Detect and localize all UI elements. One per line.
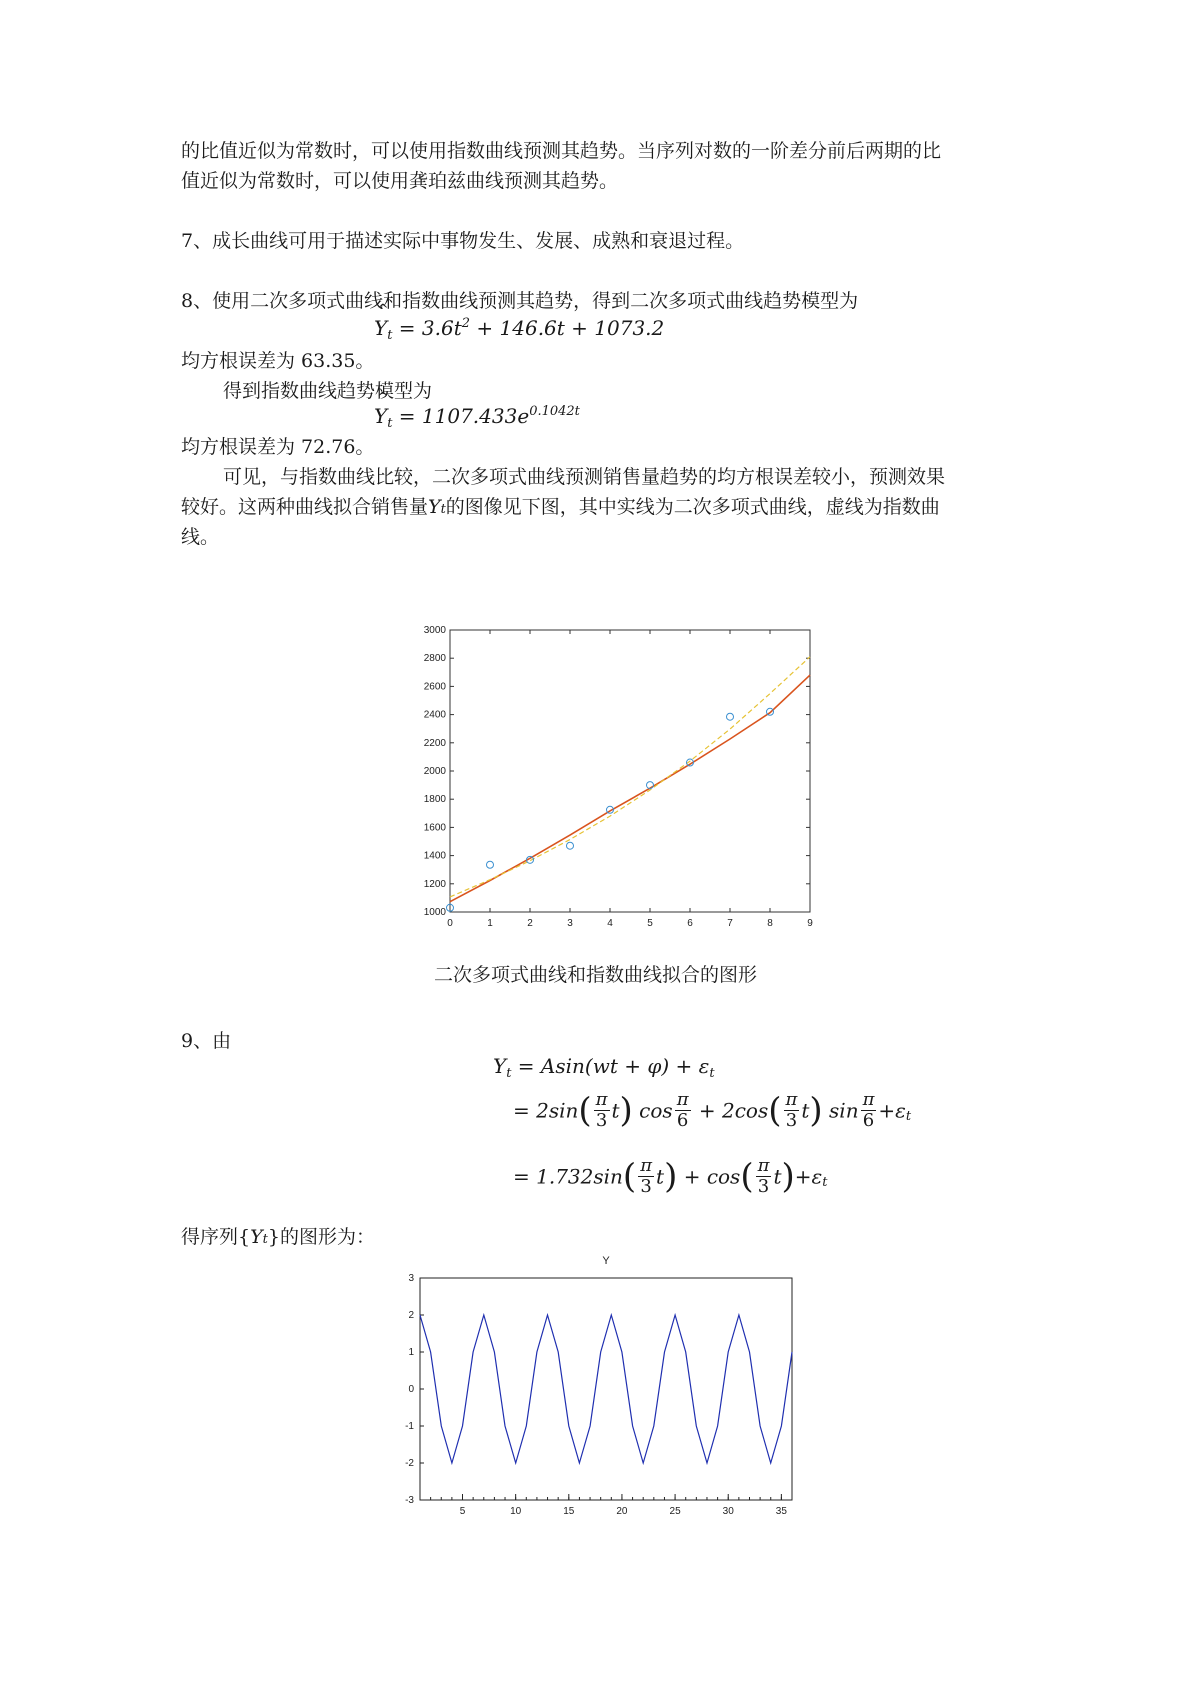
eq-text: +ε [794, 1164, 823, 1189]
sinusoid-series-chart [390, 1248, 810, 1548]
var-y: Y [428, 496, 441, 518]
x-tick-label: 25 [669, 1506, 681, 1517]
sub-t: t [387, 416, 393, 431]
sub-t: t [506, 1066, 512, 1081]
quadratic-equation [374, 316, 664, 343]
fraction [756, 1156, 772, 1197]
item-8: 8、使用二次多项式曲线和指数曲线预测其趋势，得到二次多项式曲线趋势模型为 [181, 290, 859, 312]
x-tick-label: 4 [607, 918, 613, 929]
fraction [638, 1156, 654, 1197]
fit-comparison-chart [400, 610, 840, 930]
paragraph-line: 的比值近似为常数时，可以使用指数曲线预测其趋势。当序列对数的一阶差分前后两期的比 [181, 140, 942, 162]
paren: ( [622, 1156, 637, 1197]
eq-text: sin [829, 1098, 859, 1123]
var-t: t [611, 1098, 620, 1123]
fraction [675, 1090, 691, 1131]
x-tick-label: 9 [807, 918, 813, 929]
sub-t: t [905, 1109, 912, 1124]
eq-text: = 2sin [513, 1098, 579, 1123]
y-tick-label: 1600 [423, 822, 446, 834]
y-tick-label: 2800 [423, 653, 446, 665]
var-t: t [801, 1098, 810, 1123]
eq-text: = 3.6t [392, 316, 462, 340]
den: 3 [757, 1176, 770, 1197]
x-tick-label: 6 [687, 918, 693, 929]
rmse-quadratic: 均方根误差为 63.35。 [181, 350, 375, 372]
item-7: 7、成长曲线可用于描述实际中事物发生、发展、成熟和衰退过程。 [181, 230, 745, 252]
sub-t: t [387, 328, 393, 343]
eq-text: = 1.732sin [513, 1164, 623, 1189]
num: π [676, 1089, 689, 1110]
y-tick-label: -3 [405, 1495, 414, 1506]
text: }的图形为： [267, 1226, 375, 1248]
paren: ) [664, 1156, 678, 1197]
x-tick-label: 8 [767, 918, 773, 929]
x-tick-label: 35 [775, 1506, 787, 1517]
var-t: t [656, 1164, 665, 1189]
x-tick-label: 2 [527, 918, 533, 929]
eq-text: = Asin(wt + φ) + ε [511, 1054, 710, 1078]
model-equation-line1 [493, 1054, 715, 1081]
num: π [757, 1155, 770, 1176]
exponential-equation [374, 404, 580, 431]
num: π [640, 1155, 653, 1176]
y-tick-label: 3 [408, 1273, 414, 1284]
y-tick-label: 2600 [423, 681, 446, 693]
eq-text: +ε [878, 1098, 906, 1123]
fraction [861, 1090, 877, 1131]
item-9: 9、由 [181, 1030, 232, 1052]
y-tick-label: 1 [408, 1347, 414, 1358]
y-tick-label: 1200 [423, 878, 446, 890]
eq-text: cos [639, 1098, 673, 1123]
figure-caption: 二次多项式曲线和指数曲线拟合的图形 [433, 964, 757, 986]
y-tick-label: 1400 [423, 850, 446, 862]
exponent: 0.1042t [529, 404, 580, 419]
y-tick-label: 2400 [423, 709, 446, 721]
x-tick-label: 3 [567, 918, 573, 929]
num: π [785, 1089, 798, 1110]
conclusion-line: 线。 [181, 526, 220, 548]
y-tick-label: 3000 [423, 625, 446, 636]
text: 得序列{ [181, 1226, 251, 1248]
sub-t: t [262, 1232, 268, 1247]
eq-text: + 146.6t + 1073.2 [470, 316, 665, 340]
plot-frame [420, 1278, 792, 1500]
y-tick-label: -2 [405, 1458, 414, 1469]
y-tick-label: 2 [408, 1310, 414, 1321]
sub-t: t [822, 1175, 828, 1190]
chart-title: Y [602, 1255, 610, 1267]
y-hat: ^ Y [374, 404, 387, 428]
den: 3 [785, 1110, 798, 1131]
eq-text: + 2cos [698, 1098, 769, 1123]
y-tick-label: 1800 [423, 794, 446, 806]
y-tick-label: 0 [408, 1384, 414, 1395]
conclusion-line: 可见，与指数曲线比较，二次多项式曲线预测销售量趋势的均方根误差较小，预测效果 [223, 466, 946, 488]
sub-t: t [440, 502, 446, 517]
eq-text: + cos [683, 1164, 741, 1189]
var-t: t [773, 1164, 782, 1189]
model-equation-line2 [513, 1090, 911, 1131]
x-tick-label: 0 [447, 918, 453, 929]
text: 的图像见下图，其中实线为二次多项式曲线，虚线为指数曲 [445, 496, 940, 518]
paren: ) [809, 1090, 823, 1131]
model-equation-line3 [513, 1156, 827, 1197]
sup-2: 2 [461, 316, 471, 331]
y-tick-label: -1 [405, 1421, 414, 1432]
x-tick-label: 20 [616, 1506, 628, 1517]
den: 3 [595, 1110, 608, 1131]
eq-text: = 1107.433e [392, 404, 530, 428]
den: 6 [676, 1110, 689, 1131]
y-tick-label: 2000 [423, 766, 446, 777]
paren: ( [768, 1090, 782, 1131]
paren: ) [619, 1090, 633, 1131]
fraction [594, 1090, 610, 1131]
plot-frame [450, 630, 810, 912]
x-tick-label: 30 [722, 1506, 734, 1517]
var-y: Y [250, 1226, 263, 1248]
x-tick-label: 5 [459, 1506, 466, 1517]
paren: ) [781, 1156, 795, 1197]
x-tick-label: 1 [487, 918, 493, 929]
text: 较好。这两种曲线拟合销售量 [181, 496, 429, 518]
y-tick-label: 2200 [423, 737, 446, 749]
x-tick-label: 7 [727, 918, 733, 929]
den: 3 [640, 1176, 652, 1197]
paragraph-line: 值近似为常数时，可以使用龚珀兹曲线预测其趋势。 [181, 170, 619, 192]
conclusion-line [181, 492, 1021, 525]
rmse-exponential: 均方根误差为 72.76。 [181, 436, 375, 458]
var-y: Y [493, 1054, 507, 1078]
y-tick-label: 1000 [423, 907, 446, 918]
num: π [595, 1089, 608, 1110]
x-tick-label: 15 [563, 1506, 575, 1517]
num: π [862, 1089, 875, 1110]
fraction [784, 1090, 800, 1131]
x-tick-label: 10 [510, 1506, 522, 1517]
den: 6 [862, 1110, 875, 1131]
paren: ( [740, 1156, 754, 1197]
x-tick-label: 5 [647, 918, 653, 929]
paren: ( [578, 1090, 592, 1131]
exp-intro: 得到指数曲线趋势模型为 [223, 380, 433, 402]
sub-t: t [709, 1066, 715, 1081]
y-hat: ^ Y [374, 316, 387, 340]
